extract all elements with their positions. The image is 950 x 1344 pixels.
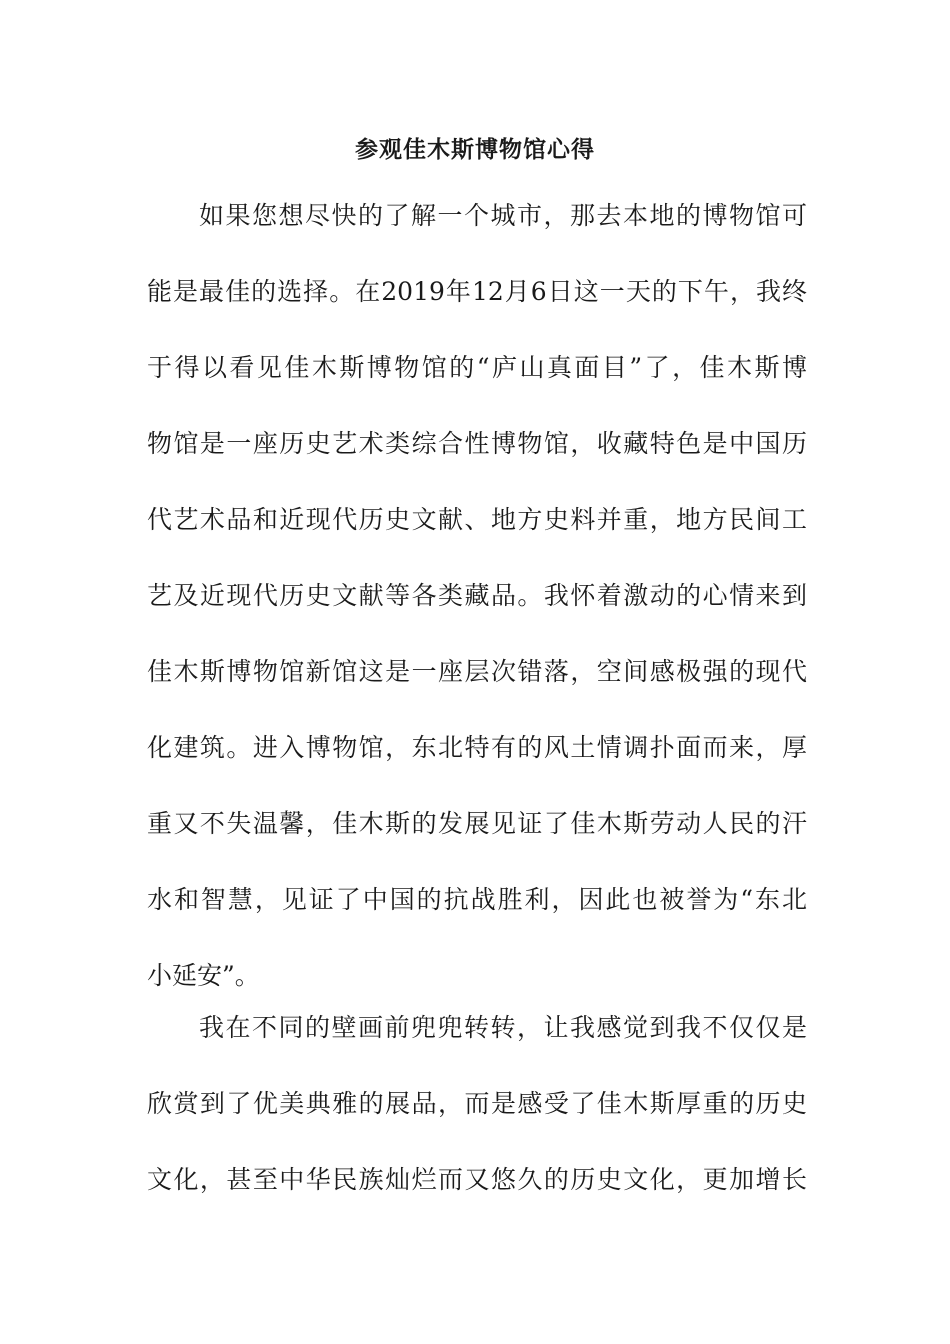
- paragraph-1-line-8: 化建筑。进入博物馆，东北特有的风土情调扑面而来，厚: [147, 733, 807, 762]
- paragraph-1-line-4: 物馆是一座历史艺术类综合性博物馆，收藏特色是中国历: [147, 429, 807, 458]
- paragraph-2-line-1: 我在不同的壁画前兜兜转转，让我感觉到我不仅仅是: [199, 1013, 807, 1042]
- paragraph-1-line-2: 能是最佳的选择。在2019年12月6日这一天的下午，我终: [147, 277, 807, 306]
- paragraph-2-line-3: 文化，甚至中华民族灿烂而又悠久的历史文化，更加增长: [147, 1165, 807, 1194]
- paragraph-1-line-7: 佳木斯博物馆新馆这是一座层次错落，空间感极强的现代: [147, 657, 807, 686]
- paragraph-1-line-9: 重又不失温馨，佳木斯的发展见证了佳木斯劳动人民的汗: [147, 809, 807, 838]
- paragraph-1-line-11: 小延安”。: [147, 961, 260, 990]
- paragraph-2-line-2: 欣赏到了优美典雅的展品，而是感受了佳木斯厚重的历史: [147, 1089, 807, 1118]
- document-title: 参观佳木斯博物馆心得: [355, 137, 595, 163]
- paragraph-1-line-6: 艺及近现代历史文献等各类藏品。我怀着激动的心情来到: [147, 581, 807, 610]
- paragraph-1-line-5: 代艺术品和近现代历史文献、地方史料并重，地方民间工: [147, 505, 807, 534]
- paragraph-1-line-1: 如果您想尽快的了解一个城市，那去本地的博物馆可: [199, 201, 807, 230]
- paragraph-1-line-10: 水和智慧，见证了中国的抗战胜利，因此也被誉为“东北: [147, 885, 807, 914]
- paragraph-1-line-3: 于得以看见佳木斯博物馆的“庐山真面目”了，佳木斯博: [147, 353, 807, 382]
